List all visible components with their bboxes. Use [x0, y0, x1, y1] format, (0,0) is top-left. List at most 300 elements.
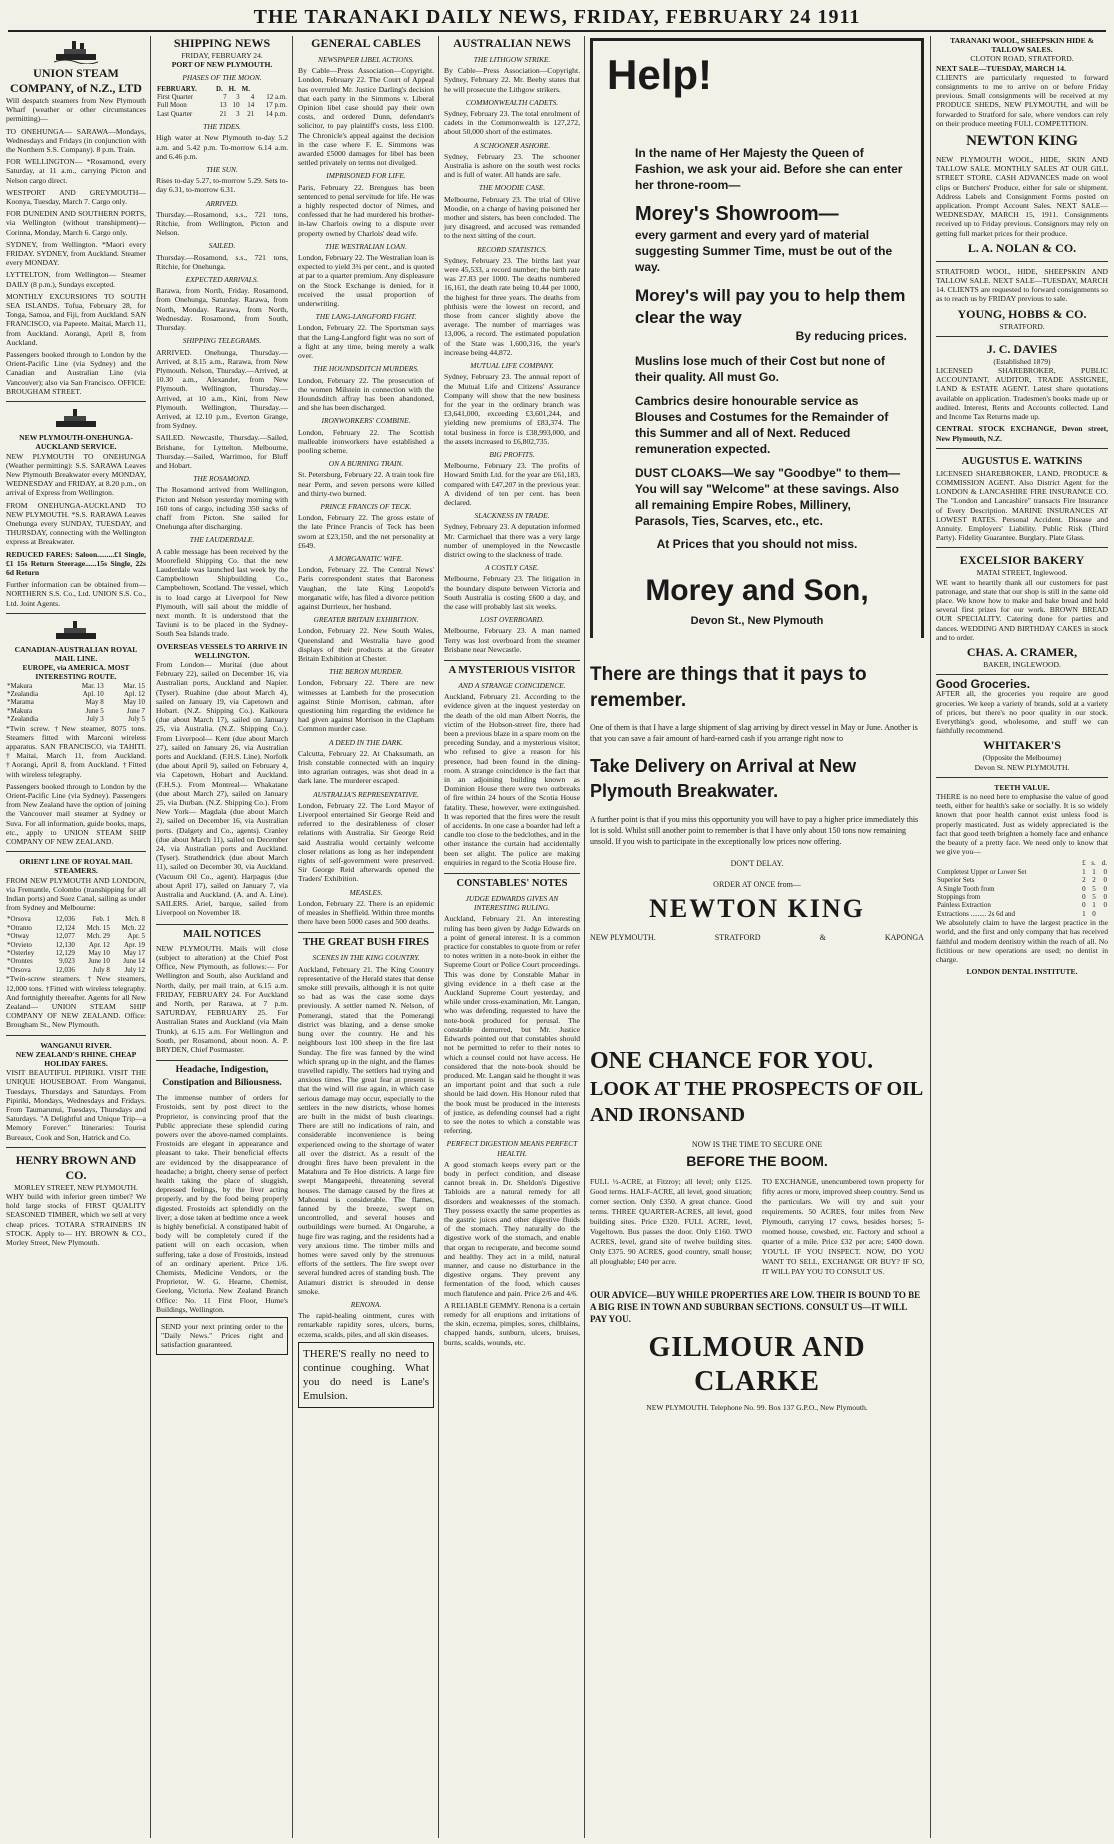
place-new-plymouth: NEW PLYMOUTH. — [590, 933, 656, 942]
taranaki-sales-title: TARANAKI WOOL, SHEEPSKIN HIDE & TALLOW SALES. — [950, 36, 1094, 55]
perfect-digestion-body: A good stomach keeps every part or the body in perfect condition, and disease cannot break in. Dr. Sheldon's Digestive Tabloids are a natural remedy for all disorders and weaknesses of the stomach. They possess exactly the same properties as the gastric juices and other digestive fluids of the stomach. They naturally do the digestive work of the stomach, and enable that organ to recuperate, and become sound and healthy. They act in a mild, natural manner, and cause no disturbance in the digestive organs. They prevent any fermentation of the food, which causes much flatulence and pain. Price 2/6 and 4/6. — [444, 1159, 580, 1298]
morey-ad — [590, 38, 924, 638]
table-cell: 12,129 — [55, 949, 75, 958]
orient-schedule-row — [6, 966, 146, 974]
table-header-cell: £ — [1082, 859, 1086, 868]
table-cell: July 8 — [92, 965, 110, 974]
story-body: Melbourne, February 23. The trial of Olive Moodie, on a charge of having poisoned her mother and sisters, has been concluded. The jury disagreed, and accused was remanded to the next sitting of the court. — [444, 194, 580, 241]
story-body: Sydney, February 23. The total enrolment of cadets in the Commonwealth is 127,272, about 50,000 short of the estimates. — [444, 109, 580, 137]
henry-brown-title: HENRY BROWN AND CO. — [15, 1152, 137, 1182]
column-rule — [584, 36, 585, 1838]
mysterious-visitor-sub: AND A STRANGE COINCIDENCE. — [458, 680, 566, 690]
davies-established: (Established 1879) — [993, 356, 1051, 366]
table-cell: Last Quarter — [157, 109, 193, 118]
table-cell: Feb. 1 — [92, 915, 110, 924]
lauderdale-body: A cable message has been received by the Moorefield Shipping Co. that the new Lauderdale was launched last week by the Campbeltown Shipbuilding Co., Campbeltown, Scotland. The vessel, which is to load cargo at Liverpool for New Plymouth, will sail about the middle of next month. It is understood that the Taviuni is to be placed in the Sydney-South Sea Islands trade. — [156, 546, 288, 639]
table-cell: *Makura — [7, 706, 33, 715]
bush-fires-heading: THE GREAT BUSH FIRES — [298, 932, 434, 949]
orient-schedule-row — [6, 941, 146, 949]
canadian-passengers: Passengers booked through to London by the Orient-Pacific Line (via Sydney). Passengers from New Zealand have the option of joining the Vancouver mail steamer at Sydney or Suva. For all information, guide books, maps, etc., apply to UNION STEAM SHIP COMPANY OF NEW ZEALAND. — [6, 781, 146, 847]
central-exchange: CENTRAL STOCK EXCHANGE, Devon street, New Plymouth, N.Z. — [936, 424, 1108, 443]
table-cell: 2 — [1092, 876, 1096, 885]
table-header-cell: D. — [215, 84, 223, 93]
henry-brown-body: WHY build with inferior green timber? We hold large stocks of FIRST QUALITY SEASONED TIMBER, which we sell at very cheap prices. TOTARA STRAINERS IN STOCK. Apply to— HY. BROWN & CO., Morley Street, New Plymouth. — [6, 1191, 146, 1247]
story-heading: A COSTLY CASE. — [485, 563, 539, 573]
table-cell: 3 — [236, 93, 240, 102]
cramer-name: CHAS. A. CRAMER, — [966, 644, 1078, 659]
gilmour-clarke-ad — [590, 1046, 924, 1836]
table-cell: 4 — [250, 93, 255, 102]
table-cell: *Osterley — [7, 949, 35, 958]
dental-price-row — [936, 901, 1108, 909]
constables-notes-sub: JUDGE EDWARDS GIVES AN INTERESTING RULING. — [465, 894, 559, 913]
dental-institute: LONDON DENTAL INSTITUTE. — [966, 967, 1078, 977]
table-cell: Mch. 29 — [86, 932, 110, 941]
table-cell: 1 — [1092, 901, 1096, 910]
table-cell: May 10 — [123, 698, 145, 707]
things-heading: There are things that it pays to remember. — [590, 664, 867, 711]
young-hobbs-address: STRATFORD. — [999, 321, 1045, 331]
mysterious-visitor-body: Auckland, February 21. According to the evidence given at the inquest yesterday on the death of the old man Albert Norris, the victim of the Hobson-street fire, there had been a previous blaze in a spare room on the preceding Sunday, and a mysterious visitor, who refused to give a reason for his presence, had been found in the dining-room. A strange coincidence is the fact that in an adjoining building known as Dominion House there were two outbreaks of fire within 24 hours of the Scotia House fatality. These, however, were extinguished. It was reported that the fires were the result of accidents. In one case a boarder had left a candle too close to the bedclothes, and in the other instance the curtain had accidentally been set alight. The police are making enquiries in regard to the Scotia House fire. — [444, 692, 580, 867]
story-heading: A SCHOONER ASHORE. — [473, 140, 551, 150]
australian-news-heading: AUSTRALIAN NEWS — [453, 36, 571, 50]
lanes-emulsion-ad: THERE'S really no need to continue coughing. What you do need is Lane's Emulsion. — [298, 1342, 434, 1408]
table-cell: Apl. 10 — [82, 689, 104, 698]
nk-heading: NEWTON KING — [966, 133, 1078, 150]
taranaki-address: CLOTON ROAD, STRATFORD. — [970, 54, 1074, 64]
table-header-cell: M. — [241, 84, 250, 93]
tides-body: High water at New Plymouth to-day 5.2 a.m. and 5.42 p.m. To-morrow 6.14 a.m. and 6.46 p.m. — [156, 133, 288, 161]
np-from-onehunga: FROM ONEHUNGA-AUCKLAND TO NEW PLYMOUTH. *S.S. RARAWA Leaves Onehunga every SUNDAY, TUESDAY, and THURSDAY, connecting with the Wellington express at Breakwater. — [6, 500, 146, 547]
table-cell: July 12 — [124, 965, 145, 974]
column-australian-news — [444, 36, 580, 1838]
constables-notes-body: Auckland, February 21. An interesting ruling has been given by Judge Edwards on a point of general interest. It is a common practice for constables to quote from or refer to notes written in a note-book in either the Supreme Court or Police Court proceedings. This was done by Constable Mahar in giving evidence in a theft case at the Auckland Supreme Court yesterday, and while under cross-examination, Mr. Langan, who was defending, requested to have the note-book produced for perusal. The constable demurred, but Mr. Justice Edwards pointed out that constables should not be permitted to refer to their notes to which a counsel could not have access. He considered that the note-book should be produced. Mr. Langan said he thought it was an important point and that such a rule should be laid down. His Honour ruled that the book must be produced in the interests of justice, as defending counsel had a right to see the notes to which a constable was referring. — [444, 914, 580, 1136]
moon-phase-row — [156, 101, 288, 109]
table-cell: 14 — [247, 101, 255, 110]
reliable-gemmy: A RELIABLE GEMMY. Renona is a certain remedy for all eruptions and irritations of the skin, eczema, pimples, sores, chilblains, chapped hands, sunburn, ulcers, bruises, burns, scalds, wounds, etc. — [444, 1300, 580, 1347]
table-cell — [1097, 910, 1108, 918]
np-service-title: NEW PLYMOUTH-ONEHUNGA-AUCKLAND SERVICE. — [19, 433, 133, 452]
story-body: Sydney, February 23. The births last year were 45,533, a record number; the birth rate was 27.83 per 1000. The deaths numbered 16,161, the death rate being 10.44 per 1000, the highest for three years. The deaths from phthisis were the lowest on record, and those from cancer slightly above the average. The number of marriages was 13,006, a record. The estimated population of the State was 1,600,316, the year's increase being 44,872. — [444, 255, 580, 357]
table-cell: Mch. 8 — [125, 915, 145, 924]
story-heading: COMMONWEALTH CADETS. — [465, 97, 559, 107]
table-cell: 5 — [1092, 884, 1096, 893]
table-cell: Full Moon — [157, 101, 187, 110]
column-general-cables — [298, 36, 434, 1838]
table-cell: *Orsova — [7, 965, 31, 974]
bakery-body: WE want to heartily thank all our customers for past patronage, and state that our shop is still in the same old place. We know how to make and bake bread and hold several first prizes for our work. BROWN BREAD OUR SPECIALITY. Catering done for parties and dances. WEDDING AND BIRTHDAY CAKES in stock and to order. — [936, 577, 1108, 642]
table-cell: Apr. 19 — [124, 940, 145, 949]
table-cell: Painless Extraction — [937, 901, 991, 910]
table-cell: May 8 — [85, 698, 104, 707]
story-heading: THE MOODIE CASE. — [478, 183, 546, 193]
orient-notes: *Twin-screw steamers. †New steamers, 12,000 tons. †Fitted with wireless telegraphy. And fortnightly thereafter. Agents for all New Zealand— UNION STEAM SHIP COMPANY OF NEW ZEALAND. Office: Brougham St., New Plymouth. — [6, 974, 146, 1030]
story-body: London, February 22. The Lord Mayor of Liverpool entertained Sir George Reid and referred to the desirableness of closer relations with Australia. Sir George Reid said Australia would certainly welcome closer relations as long as her independent rights of self-government were preserved. Sir George Reid afterwards opened the Traders' Exhibition. — [298, 800, 434, 884]
table-cell: Mch. 22 — [121, 923, 145, 932]
printing-order-ad: SEND your next printing order to the "Daily News." Prices right and satisfaction guaranteed. — [156, 1317, 288, 1355]
bush-fires-body: Auckland, February 21. The King Country representative of the Herald states that dense smoke still prevails, although it is not quite so bad as was the case some days previously. A settler named N. Nelson, of Pomerangi, stated that the Pomerangi district was blazing, and a dense smoke hung over the country. He and his neighbours lost 100 sheep in the fire last Sunday. The fire was fanned by the wind which sprang up in the night, and the flames travelled rapidly. The settlers had trying and anxious times. The great fear at present is that the wind will rise again, in which case serious damage may occur, especially to the settlers in the new districts, whose homes are built in the midst of bush clearings. There are still no indications of rain, and considerable inconvenience is being experienced owing to the shortage of water all over the district. As a result of the drought fires have been prevalent in the Matahura and Te Hoe districts. A large fire swept Mangapeehi, threatening several houses. The damage caused by the fires at Mahoenui is considerable. The flames, fanned by the breeze, swept on uncontrolled, and several houses and outbuildings were burned. At Ongaruhe, a huge fire was raging, and the residents had a very anxious time. The timber mills and homes were saved only by the strenuous efforts of the settlers. The fire swept over several hundred acres of standing bush. The Atiamuri district is shrouded in dense smoke. — [298, 964, 434, 1296]
our-advice: OUR ADVICE—BUY WHILE PROPERTIES ARE LOW. THEIR IS BOUND TO BE A BIG RISE IN TOWN AND SUBURBAN SECTIONS. CONSULT US—IT WILL PAY YOU. — [590, 1290, 921, 1324]
mail-notices-body: NEW PLYMOUTH. Mails will close (subject to alteration) at the Chief Post Office, New Plymouth, as follows:— For Wellington and South, also Auckland and North, daily, per mail train, at 6.15 a.m. FRIDAY, FEBRUARY 24. For Auckland and North, per Rarawa, at 7 p.m. SATURDAY, FEBRUARY 25. For Australian States and Auckland (via Main Trunk), at 6.15 a.m. For Wellington and South, per Rosamond, about noon. A. P. BRYDEN, Chief Postmaster. — [156, 943, 288, 1054]
young-hobbs-name: YOUNG, HOBBS & CO. — [957, 306, 1087, 321]
davies-name: J. C. DAVIES — [986, 341, 1058, 356]
moon-heading: PHASES OF THE MOON. — [182, 73, 262, 83]
morey-and-son: Morey and Son, — [645, 574, 869, 607]
canadian-line-title: CANADIAN-AUSTRALIAN ROYAL MAIL LINE. — [14, 644, 138, 663]
story-body: Melbourne, February 23. The litigation in the boundary dispute between Victoria and South Australia is costing £600 a day, and the case will probably last six weeks. — [444, 574, 580, 611]
story-body: Sydney, February 23. A deputation informed Mr. Carmichael that there was a very large number of unemployed in the Newcastle district owing to the slackness of trade. — [444, 522, 580, 559]
help-body: In the name of Her Majesty the Queen of Fashion, we ask your aid. Before she can enter her throne-room— — [635, 146, 903, 192]
story-body: London, February 22. The Scottish malleable ironworkers have established a pooling scheme. — [298, 427, 434, 455]
masthead: THE TARANAKI DAILY NEWS, FRIDAY, FEBRUARY 24 1911 — [8, 4, 1106, 32]
orient-line-title: ORIENT LINE OF ROYAL MAIL STEAMERS. — [19, 857, 133, 876]
muslins-text: Muslins lose much of their Cost but none of their quality. All must Go. — [635, 354, 886, 384]
steamship-icon — [54, 407, 98, 431]
wanganui-body: VISIT BEAUTIFUL PIPIRIKI. VISIT THE UNIQUE HOUSEBOAT. From Wanganui, Tuesdays, Thursdays and Saturdays. From Pipiriki, Mondays, Wednesdays and Fridays. From Taumarunui, Tuesdays, Thursdays and Saturdays. "A Delightful and Unique Trip—a Memory Forever." Itineraries: Tourist Bureaux, Cook and Son, Hatrick and Co. — [6, 1068, 146, 1142]
column-right-ads — [936, 36, 1108, 1838]
story-heading: LOST OVERBOARD. — [480, 615, 544, 625]
canadian-line-sub: EUROPE, via AMERICA. MOST INTERESTING ROUTE. — [22, 663, 130, 682]
gilmour-clarke-address: NEW PLYMOUTH. Telephone No. 99. Box 137 G.P.O., New Plymouth. — [646, 1403, 868, 1412]
bush-fires-sub: SCENES IN THE KING COUNTRY. — [312, 953, 420, 963]
place-kaponga: KAPONGA — [884, 933, 924, 942]
story-heading: PRINCE FRANCIS OF TECK. — [320, 501, 412, 511]
story-body: Melbourne, February 23. A man named Terry was lost overboard from the steamer Brisbane near Newcastle. — [444, 626, 580, 654]
canadian-schedule-row — [6, 682, 146, 690]
story-body: Calcutta, February 22. At Chaksumath, an Irish constable connected with an inquiry into agrarian outrages, was shot dead in a dark lane. The murderer escaped. — [298, 748, 434, 786]
newton-king-places — [590, 933, 924, 942]
table-cell: June 5 — [85, 706, 104, 715]
story-body: London, February 22. There are new witnesses at Lambeth for the prosecution against Stinie Morrison, cabman, after questioning him regarding the evidence he had given against Morrison in the Clapham Common murder case. — [298, 678, 434, 734]
table-cell: 1 — [1082, 909, 1086, 918]
table-cell: Mar. 15 — [123, 681, 145, 690]
table-header-cell: H. — [228, 84, 236, 93]
table-cell: 0 — [1103, 901, 1107, 910]
table-cell: Apl. 12 — [124, 689, 145, 698]
table-cell: *Orvieto — [7, 940, 32, 949]
table-header-cell: s. — [1091, 859, 1096, 868]
table-cell: 0 — [1103, 884, 1107, 893]
story-body: London, February 22. The Westralian loan is expected to yield 3¾ per cent., and is quoted at par to a quarter premium. Any displeasure on the Stock Exchange is denied, for it received the usual proportion of underwriting. — [298, 253, 434, 309]
table-cell: *Otway — [7, 932, 30, 941]
groceries-body: AFTER all, the groceries you require are good groceries. We keep a variety of brands, sold at a variety of prices, but there's no poor quality in our stock. Everything's good, wholesome, and stuff we can faithfully recommend. — [936, 689, 1108, 736]
dust-cloaks-text: DUST CLOAKS—We say "Goodbye" to them—You will say "Welcome" at these savings. Also all remaining Empire Robes, Millinery, Parasols, Ties, Scarves, etc., etc. — [635, 466, 901, 528]
wellington-sailing: FOR WELLINGTON— *Rosamond, every Saturday, at 11 a.m., carrying Picton and Nelson cargo direct. — [6, 157, 146, 185]
table-cell: 0 — [1092, 909, 1096, 918]
story-body: London, February 22. The prosecution of the women Milstein in connection with the Houndsditch affray has been abandoned, and she has been discharged. — [298, 375, 434, 413]
whitakers-address: Devon St. NEW PLYMOUTH. — [974, 762, 1070, 772]
right-lots: TO EXCHANGE, unencumbered town property for fifty acres or more, improved sheep country. Send us the particulars. We will try and suit your requirements. 50 ACRES, four miles from New Plymouth, carrying 17 cows, besides horses; 5-roomed house, cowshed, etc. Factory and school a quarter of a mile. Price £32 per acre; £400 down. YOU'LL IF YOU INSPECT. NOW, DO YOU WANT TO SELL, EXCHANGE OR BUY? IF SO, IT WILL PAY YOU TO CONSULT US. — [762, 1177, 924, 1276]
table-cell: Stoppings from — [937, 893, 981, 902]
table-cell: Mar. 13 — [81, 681, 104, 690]
story-heading: RECORD STATISTICS. — [477, 244, 547, 254]
table-cell: 0 — [1082, 884, 1086, 893]
story-heading: MUTUAL LIFE COMPANY. — [470, 361, 554, 371]
onehunga-sailing: TO ONEHUNGA— SARAWA—Mondays, Wednesdays and Fridays (in conjunction with the Northern S.S. Company). 8 p.m. Train. — [6, 126, 146, 155]
dunedin-sailing: FOR DUNEDIN AND SOUTHERN PORTS, via Wellington (without transhipment)— Corinna, Monday, March 6. Cargo only. — [6, 209, 146, 237]
table-cell: May 10 — [88, 949, 110, 958]
table-cell: 3 — [236, 109, 240, 118]
table-cell: June 7 — [126, 706, 145, 715]
take-delivery: Take Delivery on Arrival at New Plymouth Breakwater. — [590, 756, 857, 801]
westport-sailing: WESTPORT AND GREYMOUTH— Koonya, Tuesday, March 7. Cargo only. — [6, 187, 146, 207]
table-cell: 17 p.m. — [265, 101, 287, 110]
taranaki-body: CLIENTS are particularly requested to forward consignments to me to arrive on or before Friday previous. Small consignments will be received at my PRODUCE SHEDS, NEW PLYMOUTH, and will be forwarded to Stratford for sale, where vendors can rely on their produce meeting FULL COMPETITION. — [936, 72, 1108, 128]
table-cell: 0 — [1103, 876, 1107, 885]
dental-price-row — [936, 868, 1108, 876]
story-body: St. Petersburg, February 22. A train took fire near Perm, and seven persons were killed and thirty-two burned. — [298, 470, 434, 498]
things-body: One of them is that I have a large shipment of slag arriving by direct vessel in May or June. Another is that you can save a fair amount of hard-earned cash if you arrange right now to — [590, 723, 918, 743]
taranaki-next-sale: NEXT SALE—TUESDAY, MARCH 14. — [936, 63, 1066, 73]
canadian-notes: *Twin screw. †New steamer, 8075 tons. Steamers fitted with Marconi wireless apparatus. SAN FRANCISCO, via TAHITI. †Maitai, March 11, from Auckland. †Aorangi, April 8, from Auckland. †Fitted with wireless telegraphy. — [6, 723, 146, 779]
orient-schedule-row — [6, 915, 146, 923]
canadian-schedule-row — [6, 698, 146, 706]
story-heading: THE LITHGOW STRIKE. — [473, 55, 551, 64]
canadian-schedule-table — [6, 682, 146, 724]
table-cell: July 3 — [86, 715, 104, 724]
expected-body: Rarawa, from North, Friday. Rosamond, from Onehunga, Saturday. Rarawa, from North, Monday. Rarawa, from North, Wednesday. Rosamond, from South, Thursday. — [156, 286, 288, 333]
story-heading: THE BERON MURDER. — [329, 667, 403, 677]
table-header-cell: d. — [1101, 859, 1107, 868]
now-is-time: NOW IS THE TIME TO SECURE ONE — [691, 1140, 823, 1149]
showroom-heading: Morey's Showroom— — [635, 203, 839, 225]
column-shipping-ads — [6, 36, 146, 1838]
overseas-heading: OVERSEAS VESSELS TO ARRIVE IN WELLINGTON. — [156, 641, 288, 660]
dont-delay: DON'T DELAY. — [730, 859, 784, 868]
table-cell: Apr. 12 — [88, 940, 110, 949]
perfect-digestion-heading: PERFECT DIGESTION MEANS PERFECT HEALTH. — [446, 1139, 578, 1158]
dental-price-row — [936, 885, 1108, 893]
story-heading: GREATER BRITAIN EXHIBITION. — [313, 615, 419, 625]
gilmour-clarke-name: GILMOUR AND CLARKE — [648, 1332, 866, 1397]
mail-notices-heading: MAIL NOTICES — [156, 924, 288, 941]
table-cell: 5 — [1092, 893, 1096, 902]
story-heading: NEWSPAPER LIBEL ACTIONS. — [318, 55, 414, 64]
pay-sub: By reducing prices. — [795, 329, 907, 343]
place-ampersand: & — [819, 933, 826, 942]
place-stratford: STRATFORD — [714, 933, 761, 942]
story-heading: ON A BURNING TRAIN. — [328, 459, 404, 469]
table-cell: *Marama — [7, 698, 34, 707]
orient-schedule-row — [6, 932, 146, 940]
story-body: London, February 22. There is an epidemic of measles in Sheffield. Within three months there have been 5000 cases and 500 deaths. — [298, 898, 434, 927]
orient-schedule-row — [6, 924, 146, 932]
teeth-footnote: We absolutely claim to have the largest practice in the world, and the first and only company that has received faithful and modern dentistry within the reach of all. No fictitious or new operations are used; no dentist in charge. — [936, 918, 1108, 965]
canadian-schedule-row — [6, 690, 146, 698]
story-heading: A DEED IN THE DARK. — [329, 737, 403, 747]
table-cell: Mch. 15 — [86, 923, 110, 932]
column-shipping-news — [156, 36, 288, 1838]
teeth-value-body: THERE is no need here to emphasise the value of good teeth, either for health's sake or socially. It is so widely known that poor health cannot exist unless food is properly masticated. Just as widely appreciated is the fact that good teeth brighten a homely face and enhance the beauty of a pretty face. We need only to know that we give you— — [936, 791, 1108, 857]
story-body: By Cable—Press Association—Copyright. Sydney, February 22. Mr. Beeby states that he will prosecute the Lithgow strikers. — [444, 66, 580, 94]
column-rule — [150, 36, 151, 1838]
steamship-icon — [54, 38, 98, 64]
cramer-address: BAKER, INGLEWOOD. — [983, 659, 1061, 669]
help-headline: Help! — [607, 51, 712, 98]
expected-heading: EXPECTED ARRIVALS. — [185, 275, 259, 285]
canadian-schedule-row — [6, 715, 146, 723]
orient-line-body: FROM NEW PLYMOUTH AND LONDON, via Fremantle, Colombo (transhipping for all Indian ports) and Suez Canal, sailing as under from Sydney and Melbourne: — [6, 875, 146, 913]
sailed-body: Thursday.—Rosamond, s.s., 721 tons, Ritchie, for Onehunga. — [156, 252, 288, 271]
story-heading: BIG PROFITS. — [489, 449, 535, 459]
dental-price-row — [936, 876, 1108, 884]
story-body: London, February 22. New South Wales, Queensland and Westralia have good displays of their products at the Greater Britain Exhibition at Chester. — [298, 626, 434, 663]
arrived-body: Thursday.—Rosamond, s.s., 721 tons, Ritchie, from Wellington, Picton and Nelson. — [156, 209, 288, 238]
nk-body: NEW PLYMOUTH WOOL, HIDE, SKIN AND TALLOW SALE. MONTHLY SALES AT OUR GILL STREET STORE. CASH ADVANCES made on wool clips or Butchers' Produce, either for sale or shipment. Address Labels and Consignment Forms posted on application. Prompt Account Sales. NEXT SALE—WEDNESDAY, MARCH 15, 1911. Consignments received up to Friday previous. Consignors may rely on getting full market prices for their produce. — [936, 155, 1108, 238]
port-heading: PORT OF NEW PLYMOUTH. — [171, 60, 273, 70]
table-cell: 13 — [219, 101, 227, 110]
table-cell: *Makura — [7, 681, 33, 690]
story-heading: IMPRISONED FOR LIFE. — [326, 171, 406, 181]
table-cell: 12,036 — [55, 915, 75, 924]
wanganui-title: WANGANUI RIVER. — [40, 1040, 112, 1050]
table-cell: 9,023 — [59, 957, 75, 966]
table-cell: July 5 — [128, 715, 145, 724]
renona-heading: RENONA. — [350, 1299, 382, 1309]
steamship-icon — [54, 619, 98, 643]
bakery-name: EXCELSIOR BAKERY — [959, 553, 1085, 568]
story-heading: THE HOUNDSDITCH MURDERS. — [313, 364, 419, 374]
moon-phases-table — [156, 85, 288, 119]
story-body: London, February 22. The Sportsman says that the Lang-Langford fight was no sort of a fight at any time, being merely a walk over. — [298, 323, 434, 361]
renona-body: The rapid-healing ointment, cures with remarkable rapidity sores, ulcers, burns, eczema, scalds, piles, and all skin diseases. — [298, 1311, 434, 1339]
story-heading: A MORGANATIC WIFE. — [328, 553, 404, 563]
table-cell: 0 — [1082, 893, 1086, 902]
column-rule — [438, 36, 439, 1838]
table-cell: *Otranto — [7, 923, 32, 932]
henry-brown-sub: MORLEY STREET, NEW PLYMOUTH. — [14, 1182, 138, 1192]
table-cell: 0 — [1082, 901, 1086, 910]
teeth-value-heading: TEETH VALUE. — [994, 782, 1050, 792]
table-cell: 7 — [223, 93, 227, 102]
before-boom: BEFORE THE BOOM. — [686, 1153, 828, 1169]
usco-title: UNION STEAM COMPANY, of N.Z., LTD — [10, 66, 142, 95]
whitakers-sub: (Opposite the Melbourne) — [982, 753, 1062, 763]
lauderdale-heading: THE LAUDERDALE. — [189, 535, 255, 545]
telegrams-heading: SHIPPING TELEGRAMS. — [182, 336, 262, 346]
story-body: London, February 22. The Central News' Paris correspondent states that Baroness Vaughan, the late King Leopold's morganatic wife, has filed a divorce petition against Durrieux, her husband. — [298, 565, 434, 611]
shipping-date: FRIDAY, FEBRUARY 24. — [181, 51, 263, 60]
story-body: Melbourne, February 23. The profits of Howard Smith Ltd. for the year are £61,183, compared with £47,207 in the previous year. A dividend of ten per cent. has been declared. — [444, 461, 580, 507]
moon-phase-row — [156, 93, 288, 101]
orient-schedule-row — [6, 957, 146, 965]
table-cell: *Orsova — [7, 915, 31, 924]
arrived-heading: ARRIVED. — [205, 198, 239, 208]
table-cell: 14 p.m. — [265, 109, 287, 118]
table-cell: June 14 — [123, 957, 145, 966]
frostoids-ad-body: The immense number of orders for Frostoids, sent by post direct to the Proprietor, is convincing proof that the Public appreciate these splendid curing powers over the above-named complaints. Frostoids are elegant in appearance and pleasant to take. Their beneficial effects are evidenced by the disappearance of headache; a bright, cheery sense of perfect health taking the place of sluggish, depressed feelings, by the liver acting properly, and by the food being properly digested. Frostoids act splendidly on the liver; a dose taken at bedtime once a week is highly beneficial. A constipated habit of body will be completely cured if the patient will on each occasion, when suffering, take a dose of Frostoids, instead of an ordinary aperient. Price 1/6. Chemists, Medicine Vendors, or the Proprietor, W. G. Hearne, Chemist, Geelong, Victoria. New Zealand Branch Office: No. 11 First Floor, Hume's Buildings, Wellington. — [156, 1093, 288, 1314]
pay-heading: Morey's will pay you to help them clear the way — [635, 286, 906, 327]
telegrams-arrived: ARRIVED. Onehunga, Thursday.—Arrived, at 8.15 a.m., Rarawa, from New Plymouth. Nelson, Thursday.—Arrived, at 10.30 a.m., Alexander, from New Plymouth. Wellington, Thursday.—Arrived, at 10 a.m., Kini, from New Plymouth. Wellington, Thursday.—Arrived, at 12.10 p.m., Everton Grange, from Sydney. — [156, 347, 288, 431]
table-cell: A Single Tooth from — [937, 884, 995, 893]
orient-schedule-table — [6, 915, 146, 974]
table-cell: 0 — [1103, 893, 1107, 902]
np-service-body: NEW PLYMOUTH TO ONEHUNGA (Weather permitting): S.S. SARAWA Leaves New Plymouth Breakwater every MONDAY, WEDNESDAY and FRIDAY, at 8.20 p.m., on arrival of Express from Wellington. — [6, 451, 146, 498]
wanganui-sub: NEW ZEALAND'S RHINE. CHEAP HOLIDAY FARES. — [15, 1049, 137, 1068]
table-cell: 2 — [1082, 876, 1086, 885]
whitakers-name: WHITAKER'S — [983, 738, 1061, 753]
further-information: Further information can be obtained from— NORTHERN S.S. Co., Ltd. UNION S.S. Co., Ltd. Joint Agents. — [6, 580, 146, 608]
general-cables-heading: GENERAL CABLES — [311, 36, 421, 50]
table-cell: Completest Upper or Lower Set — [937, 867, 1027, 876]
stratford-sale: STRATFORD WOOL, HIDE, SHEEPSKIN AND TALLOW SALE. NEXT SALE—TUESDAY, MARCH 14. CLIENTS are requested to forward consignments so as to reach us by FRIDAY previous to sale. — [936, 266, 1108, 304]
story-body: Sydney, February 23. The annual report of the Mutual Life and Citizens' Assurance Company will show that the new business for the year in the ordinary branch was £3,641,000, exceeding £3,601,244, and yielding new premiums of £83,374. The total business in force is £38,993,000, and the assets increased to £6,802,735. — [444, 372, 580, 446]
watkins-name: AUGUSTUS E. WATKINS — [961, 455, 1083, 467]
table-header-cell: FEBRUARY. — [157, 84, 197, 93]
table-cell: June 10 — [88, 957, 110, 966]
table-cell: Superior Sets — [937, 876, 975, 885]
story-body: Sydney, February 23. The schooner Australia is ashore on the south west rocks and is full of water. All hands are safe. — [444, 151, 580, 180]
story-heading: THE WESTRALIAN LOAN. — [325, 241, 407, 251]
prices-text: At Prices that you should not miss. — [656, 537, 858, 551]
shipping-news-heading: SHIPPING NEWS — [173, 36, 271, 50]
davies-body: LICENSED SHAREBROKER, PUBLIC ACCOUNTANT, AUDITOR, TRADE ASSIGNEE, LAND & ESTATE AGENT. Latest share quotations available on application. Tradesmen's books made up or audited. Interest, Rents and Accounts collected. Land and Income Tax Returns made up. — [936, 366, 1108, 422]
monthly-excursions: MONTHLY EXCURSIONS TO SOUTH SEA ISLANDS. Tofua, February 28, for Tonga, Samoa, and Fiji, from Auckland. SAN FRANCISCO, via Papeete. Maitai, March 11, from Auckland. Aorangi, April 8, from Auckland. — [6, 291, 146, 347]
table-cell: 12,077 — [55, 932, 75, 941]
reduced-fares: REDUCED FARES: Saloon.........£1 Single, £1 15s Return Steerage......15s Single, 22s 6d Return — [6, 549, 146, 577]
story-heading: THE LANG-LANGFORD FIGHT. — [315, 312, 417, 322]
cambrics-text: Cambrics desire honourable service as Blouses and Costumes for the Remainder of this Summer and all of Next. Reduced remuneration expected. — [635, 394, 889, 456]
table-cell: Extractions ......... 2s 6d and — [937, 909, 1015, 918]
dental-prices-table — [936, 859, 1108, 918]
dental-price-row — [936, 893, 1108, 901]
rosamond-heading: THE ROSAMOND. — [193, 474, 251, 484]
newton-king-name: NEWTON KING — [649, 894, 865, 923]
sun-heading: THE SUN. — [206, 165, 238, 175]
table-cell: 21 — [219, 109, 227, 118]
canadian-schedule-row — [6, 707, 146, 715]
nolan-name: L. A. NOLAN & CO. — [967, 240, 1077, 255]
left-lots: FULL ½-ACRE, at Fitzroy; all level; only £125. Good terms. HALF-ACRE, all level, good situation; corner section. Only £350. A great chance. Good terms. THREE QUARTER-ACRES, all level, good building sites. Price £320. FULL ACRE, level, Vogeltown. Bus passes the door. Only £160. TWO ACRES, level, grand site of twelve building sites. Only £375. 90 ACRES, good country, small house; all ploughable; £40 per acre. — [590, 1177, 752, 1266]
story-body: By Cable—Press Association—Copyright. London, February 22. The Court of Appeal has overruled Mr. Justice Darling's decision that each party in the Simmons v. Liberal Opinion libel case should pay their own costs, and ordered Dunn, defendant's solicitor, to pay plaintiff's costs, less £100. The Chronicle's appeal against the decision in the case where F. E. Simmons was awarded £5000 damages for libel has been settled privately on terms not divulged. — [298, 66, 434, 168]
table-cell: First Quarter — [157, 93, 193, 102]
table-cell: 12,124 — [55, 923, 75, 932]
story-heading: IRONWORKERS' COMBINE. — [321, 416, 411, 426]
column-rule — [292, 36, 293, 1838]
table-cell: 10 — [232, 101, 240, 110]
rosamond-body: The Rosamond arrived from Wellington, Picton and Nelson yesterday morning with 160 tons of cargo, including 350 sacks of chaff from Picton. She sailed for Onehunga after discharging. — [156, 485, 288, 532]
table-cell: Apr. 5 — [127, 932, 145, 941]
showroom-body: every garment and every yard of material suggesting Summer Time, must be out of the way. — [635, 228, 893, 274]
watkins-body: LICENSED SHAREBROKER, LAND, PRODUCE & COMMISSION AGENT. Also District Agent for the LONDON & LANCASHIRE FIRE INSURANCE CO. The "London and Lancashire" transacts Fire Insurance of Every Description. MARINE INSURANCES AT LOWEST RATES. Personal Accident. Disease and Annuity. Employers' Liability. Public Risk (Third Party). Fidelity Guarantee. Burglary. Plate Glass. — [936, 468, 1108, 543]
mysterious-visitor-heading: A MYSTERIOUS VISITOR — [444, 660, 580, 677]
good-groceries: Good Groceries. — [936, 677, 1031, 692]
usco-body: Will despatch steamers from New Plymouth Wharf (weather or other circumstances permitting)— — [6, 96, 146, 124]
order-at-once: ORDER AT ONCE from— — [713, 880, 801, 889]
sailed-heading: SAILED. — [208, 241, 236, 251]
bakery-address: MATAI STREET, Inglewood. — [976, 568, 1068, 578]
table-cell: *Orontes — [7, 957, 33, 966]
sun-body: Rises to-day 5.27, to-morrow 5.29. Sets to-day 6.31, to-morrow 6.31. — [156, 176, 288, 195]
table-cell: 21 — [247, 109, 255, 118]
dental-price-row — [936, 910, 1108, 918]
story-body: Paris, February 22. Brengues has been sentenced to penal servitude for life. He was a highly respected doctor of Nimes, and confessed that he had murdered his brother-in-law Charlois owing to a dispute over property owned by Charlois' dead wife. — [298, 182, 434, 238]
telegrams-sailed: SAILED. Newcastle, Thursday.—Sailed, Brisbane, for Lyttelton. Melbourne, Thursday.—Sailed, Warrimoo, for Bluff and Hobart. — [156, 433, 288, 470]
orient-schedule-row — [6, 949, 146, 957]
further-point: A further point is that if you miss this opportunity you will have to pay a higher price immediately this lot is sold. Whilst still another point to remember is that I have only about 150 tons now remaining unsold. If you wish to participate in the exceptionally low prices now offering. — [590, 815, 919, 846]
story-body: London, February 22. The gross estate of the late Prince Francis of Teck has been sworn at £23,150, and the net personality at £649. — [298, 513, 434, 550]
table-cell: *Zealandia — [7, 689, 39, 698]
story-heading: SLACKNESS IN TRADE. — [474, 511, 550, 521]
story-heading: AUSTRALIA'S REPRESENTATIVE. — [313, 789, 419, 799]
table-cell: May 17 — [123, 949, 145, 958]
one-chance: ONE CHANCE FOR YOU. — [590, 1048, 874, 1074]
table-header-cell — [255, 85, 288, 93]
frostoids-ad-title: Headache, Indigestion, Constipation and Biliousness. — [156, 1060, 288, 1090]
moon-phase-row — [156, 110, 288, 118]
lyttelton-sailing: LYTTELTON, from Wellington— Steamer DAILY (8 p.m.), Sundays excepted. — [6, 270, 146, 289]
table-cell: 12,036 — [55, 965, 75, 974]
